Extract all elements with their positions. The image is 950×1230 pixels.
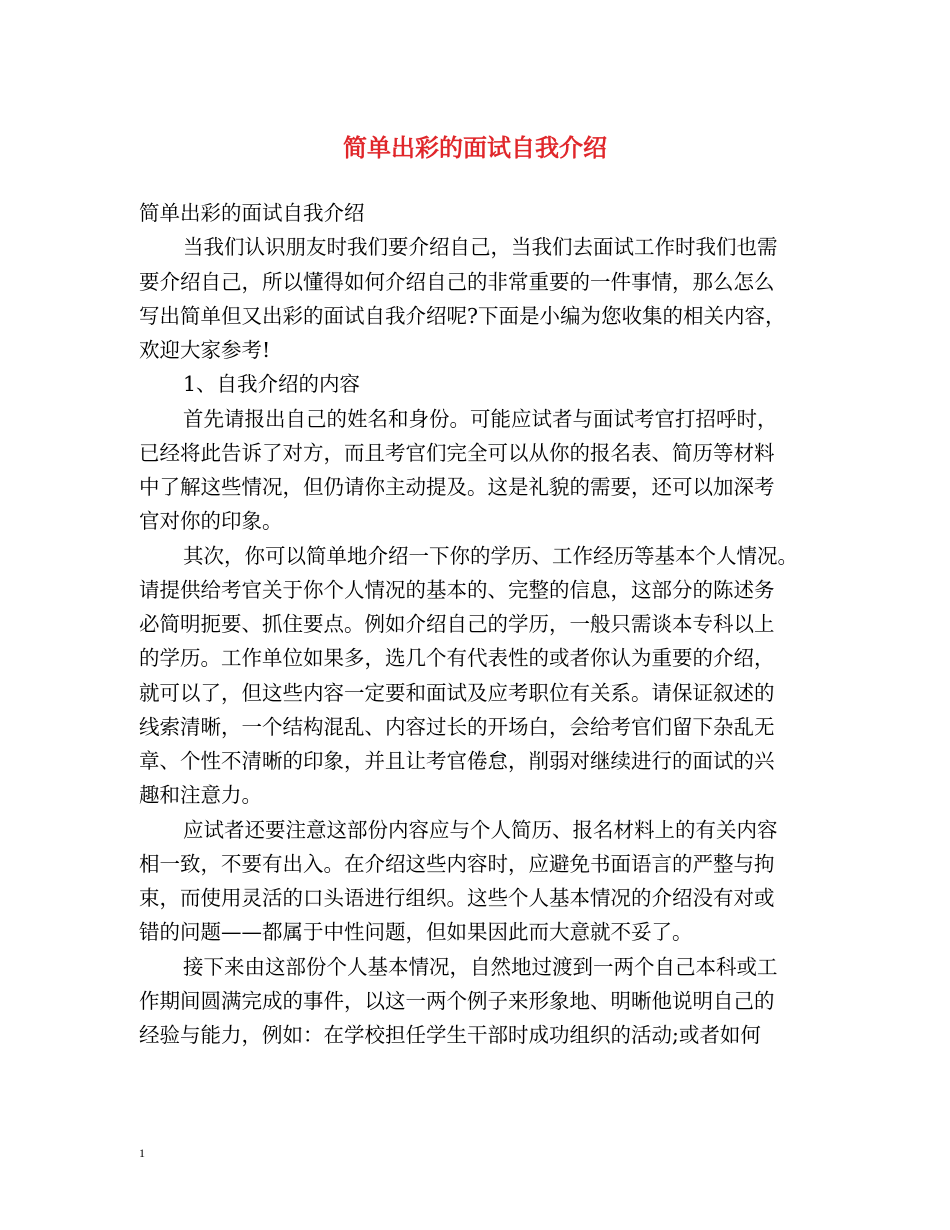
paragraph-line: 接下来由这部份个人基本情况，自然地过渡到一两个自己本科或工 [183, 954, 778, 979]
paragraph-line: 请提供给考官关于你个人情况的基本的、完整的信息，这部分的陈述务 [139, 577, 775, 602]
paragraph-line: 欢迎大家参考! [139, 338, 271, 362]
paragraph-line: 中了解这些情况，但仍请你主动提及。这是礼貌的需要，还可以加深考 [139, 475, 775, 499]
paragraph-line: 束，而使用灵活的口头语进行组织。这些个人基本情况的介绍没有对或 [139, 886, 775, 910]
paragraph-line: 章、个性不清晰的印象，并且让考官倦怠，削弱对继续进行的面试的兴 [139, 749, 775, 773]
paragraph-line: 官对你的印象。 [139, 509, 283, 534]
paragraph-line: 应试者还要注意这部份内容应与个人简历、报名材料上的有关内容 [183, 817, 778, 842]
paragraph-line: 线索清晰，一个结构混乱、内容过长的开场白，会给考官们留下杂乱无 [139, 714, 775, 739]
document-title: 简单出彩的面试自我介绍 [343, 134, 607, 162]
paragraph-line: 其次，你可以简单地介绍一下你的学历、工作经历等基本个人情况。 [183, 543, 798, 568]
paragraph-line: 首先请报出自己的姓名和身份。可能应试者与面试考官打招呼时， [183, 406, 778, 431]
paragraph-line: 错的问题——都属于中性问题，但如果因此而大意就不妥了。 [139, 920, 693, 945]
paragraph-line: 相一致，不要有出入。在介绍这些内容时，应避免书面语言的严整与拘 [139, 851, 775, 876]
document-body [139, 196, 829, 1052]
paragraph-line: 经验与能力，例如：在学校担任学生干部时成功组织的活动;或者如何 [139, 1023, 761, 1047]
subtitle-line: 简单出彩的面试自我介绍 [139, 201, 365, 225]
paragraph-line: 趣和注意力。 [139, 783, 262, 808]
section-heading: 1、自我介绍的内容 [183, 372, 361, 397]
paragraph-line: 写出简单但又出彩的面试自我介绍呢?下面是小编为您收集的相关内容， [139, 303, 786, 328]
paragraph-line: 的学历。工作单位如果多，选几个有代表性的或者你认为重要的介绍， [139, 646, 775, 671]
paragraph-line: 就可以了，但这些内容一定要和面试及应考职位有关系。请保证叙述的 [139, 680, 775, 705]
page-number: 1 [139, 1146, 145, 1160]
paragraph-line: 已经将此告诉了对方，而且考官们完全可以从你的报名表、简历等材料 [139, 440, 775, 465]
paragraph-line: 必简明扼要、抓住要点。例如介绍自己的学历，一般只需谈本专科以上 [139, 612, 775, 636]
paragraph-line: 当我们认识朋友时我们要介绍自己，当我们去面试工作时我们也需 [183, 235, 778, 260]
paragraph-line: 要介绍自己，所以懂得如何介绍自己的非常重要的一件事情，那么怎么 [139, 269, 775, 294]
paragraph-line: 作期间圆满完成的事件，以这一两个例子来形象地、明晰他说明自己的 [139, 988, 775, 1013]
